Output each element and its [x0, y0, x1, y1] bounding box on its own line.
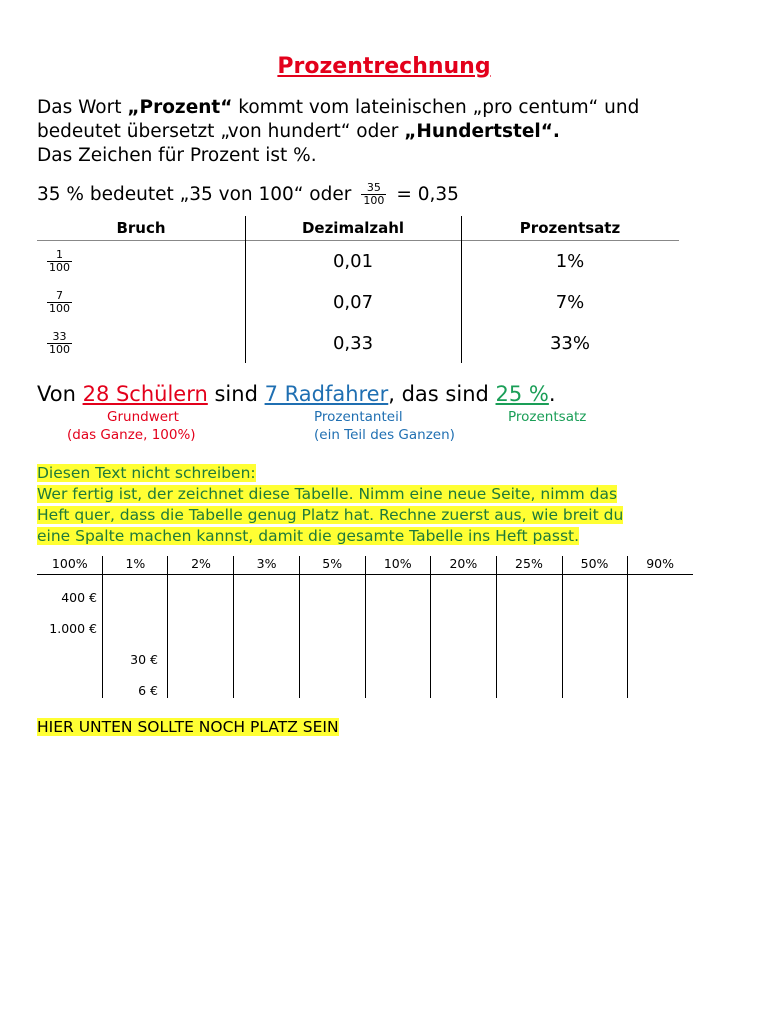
header-cell: 20%	[449, 556, 478, 571]
table-row	[37, 282, 679, 323]
fraction	[47, 331, 72, 356]
percent-cell: 7%	[555, 292, 585, 313]
decimal-cell: 0,01	[332, 251, 374, 272]
sentence-text: .	[548, 382, 556, 406]
label-prozentanteil: Prozentanteil	[314, 409, 403, 425]
term-prozent: „Prozent“	[127, 97, 233, 118]
intro-text-part: kommt vom lateinischen „pro centum“ und	[232, 97, 640, 118]
header-bruch: Bruch	[116, 219, 166, 237]
header-cell: 25%	[515, 556, 543, 571]
decimal-cell: 0,33	[332, 333, 374, 354]
fraction-numerator: 1	[56, 248, 63, 261]
fraction-denominator: 100	[49, 302, 70, 315]
header-cell: 3%	[256, 556, 277, 571]
instruction-text: eine Spalte machen kannst, damit die gesamte Tabelle ins Heft passt.	[37, 527, 580, 545]
table-row	[37, 241, 679, 282]
example-result: = 0,35	[396, 183, 459, 205]
percent-cell: 1%	[555, 251, 585, 272]
label-prozentanteil-sub: (ein Teil des Ganzen)	[314, 427, 455, 443]
instruction-text: Heft quer, dass die Tabelle genug Platz hat. Rechne zuerst aus, wie breit du	[37, 506, 624, 524]
fraction-numerator: 35	[366, 180, 381, 194]
fraction-cell	[37, 241, 245, 282]
instruction-line	[37, 463, 737, 484]
column-divider	[102, 556, 103, 698]
fraction-table	[37, 216, 679, 364]
intro-line-2	[37, 120, 737, 144]
value-30: 30 €	[130, 652, 158, 667]
header-cell: 90%	[646, 556, 675, 571]
percent-table	[37, 556, 693, 698]
value-400: 400 €	[61, 590, 97, 605]
column-divider	[245, 216, 246, 363]
header-dezimalzahl: Dezimalzahl	[301, 219, 405, 237]
instruction-line	[37, 505, 737, 526]
label-prozentsatz: Prozentsatz	[508, 409, 587, 425]
column-divider	[365, 556, 366, 698]
column-divider	[233, 556, 234, 698]
example-sentence	[37, 382, 556, 406]
intro-text-part: bedeutet übersetzt „von hundert“ oder	[37, 121, 405, 142]
sentence-text: , das sind	[388, 382, 496, 406]
label-grundwert: Grundwert	[107, 409, 179, 425]
bottom-note	[37, 718, 339, 736]
intro-text-part: Das Wort	[37, 97, 128, 118]
column-divider	[430, 556, 431, 698]
fraction-cell	[37, 323, 245, 364]
example-text: 35 % bedeutet „35 von 100“ oder	[37, 183, 352, 205]
instruction-line	[37, 526, 737, 547]
instruction-line	[37, 484, 737, 505]
fraction-denominator: 100	[363, 193, 385, 207]
header-cell: 1%	[125, 556, 146, 571]
prozentanteil-value: 7 Radfahrer	[264, 382, 389, 406]
value-6: 6 €	[138, 683, 158, 698]
intro-line-3: Das Zeichen für Prozent ist %.	[37, 145, 317, 166]
fraction	[47, 290, 72, 315]
instruction-text: Diesen Text nicht schreiben:	[37, 464, 256, 482]
sentence-text: Von	[37, 382, 83, 406]
column-divider	[167, 556, 168, 698]
bottom-note-text: HIER UNTEN SOLLTE NOCH PLATZ SEIN	[37, 718, 339, 736]
example-line	[37, 178, 459, 210]
column-divider	[627, 556, 628, 698]
sentence-text: sind	[207, 382, 265, 406]
instruction-text: Wer fertig ist, der zeichnet diese Tabelle. Nimm eine neue Seite, nimm das	[37, 485, 618, 503]
instructions	[37, 463, 737, 547]
fraction-numerator: 7	[56, 289, 63, 302]
table-header	[37, 216, 679, 241]
fraction-cell	[37, 282, 245, 323]
fraction-denominator: 100	[49, 261, 70, 274]
table-row	[37, 323, 679, 364]
column-divider	[461, 216, 462, 363]
header-cell: 100%	[51, 556, 88, 571]
header-cell: 10%	[383, 556, 412, 571]
fraction-numerator: 33	[52, 330, 67, 343]
column-divider	[562, 556, 563, 698]
header-cell: 2%	[191, 556, 211, 571]
label-grundwert-sub: (das Ganze, 100%)	[67, 427, 196, 443]
decimal-cell: 0,07	[332, 292, 374, 313]
percent-cell: 33%	[549, 333, 590, 354]
example-fraction	[361, 182, 386, 207]
grundwert-value: 28 Schülern	[82, 382, 208, 406]
header-cell: 50%	[580, 556, 609, 571]
term-hundertstel: „Hundertstel“.	[404, 121, 560, 142]
fraction-denominator: 100	[49, 343, 70, 356]
fraction	[47, 249, 72, 274]
intro-line-1	[37, 96, 737, 120]
column-divider	[496, 556, 497, 698]
column-divider	[299, 556, 300, 698]
intro-text	[37, 96, 737, 168]
page-title: Prozentrechnung	[277, 54, 491, 79]
prozentsatz-value: 25 %	[495, 382, 549, 406]
value-1000: 1.000 €	[49, 621, 97, 636]
header-prozentsatz: Prozentsatz	[519, 219, 621, 237]
header-cell: 5%	[322, 556, 343, 571]
